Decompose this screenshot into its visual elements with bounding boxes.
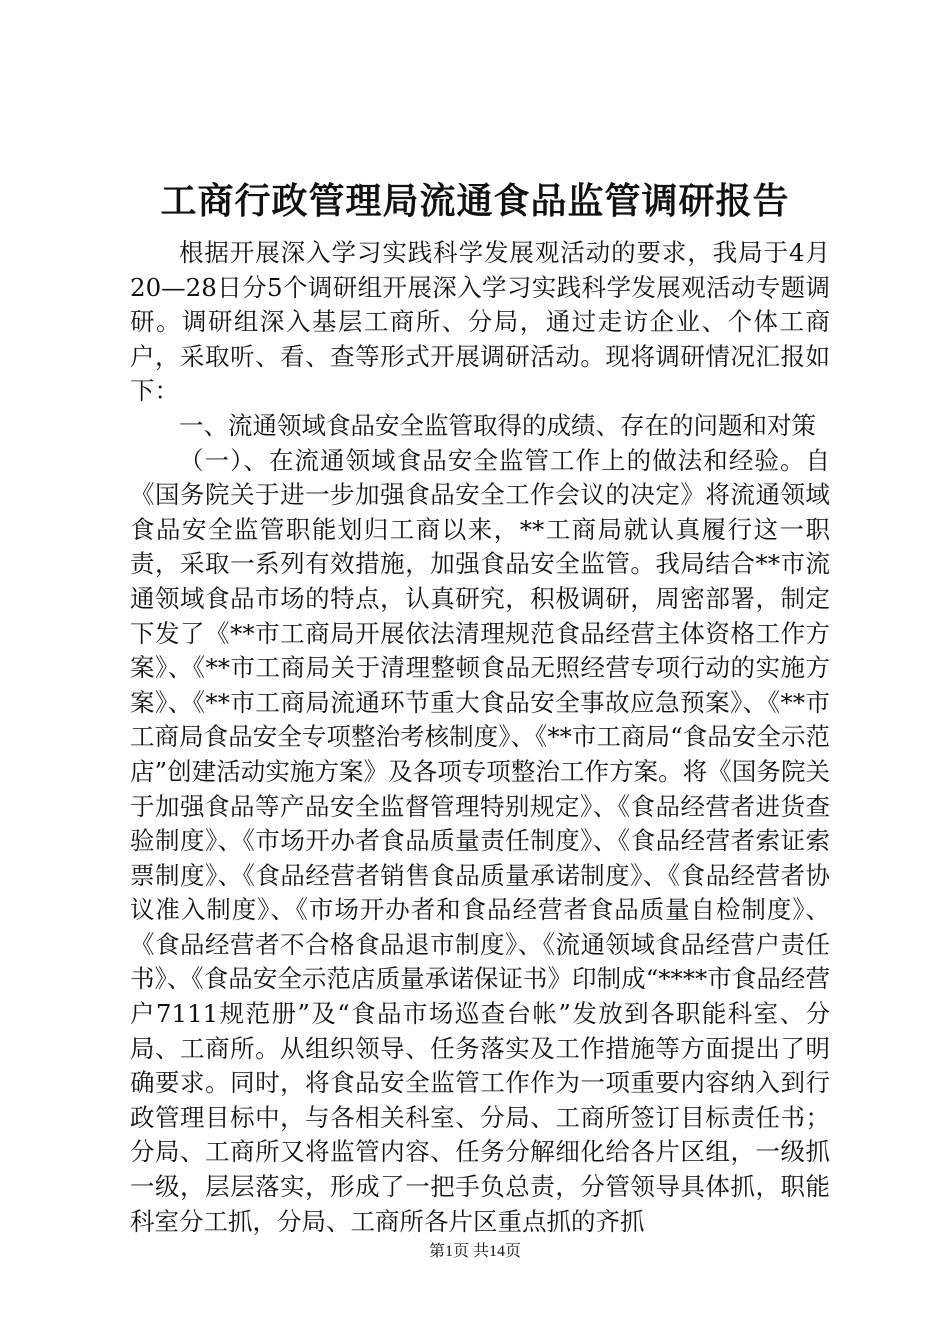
page-footer	[0, 1242, 950, 1262]
page-number: 第1页 共14页	[428, 1243, 521, 1260]
paragraph-practices: （一）、在流通领域食品安全监管工作上的做法和经验。自《国务院关于进一步加强食品安全工作会议的决定》将流通领域食品安全监管职能划归工商以来，**工商局就认真履行这一职责，采取一系列有效措施，加强食品安全监管。我局结合**市流通领域食品市场的特点，认真研究，积极调研，周密部署，制定下发了《**市工商局开展依法清理规范食品经营主体资格工作方案》、《**市工商局关于清理整顿食品无照经营专项行动的实施方案》、《**市工商局流通环节重大食品安全事故应急预案》、《**市工商局食品安全专项整治考核制度》、《**市工商局“食品安全示范店”创建活动实施方案》及各项专项整治工作方案。将《国务院关于加强食品等产品安全监督管理特别规定》、《食品经营者进货查验制度》、《市场开办者食品质量责任制度》、《食品经营者索证索票制度》、《食品经营者销售食品质量承诺制度》、《食品经营者协议准入制度》、《市场开办者和食品经营者食品质量自检制度》、《食品经营者不合格食品退市制度》、《流通领域食品经营户责任书》、《食品安全示范店质量承诺保证书》印制成“****市食品经营户7111规范册”及“食品市场巡查台帐”发放到各职能科室、分局、工商所。从组织领导、任务落实及工作措施等方面提出了明确要求。同时，将食品安全监管工作作为一项重要内容纳入到行政管理目标中，与各相关科室、分局、工商所签订目标责任书；分局、工商所又将监管内容、任务分解细化给各片区组，一级抓一级，层层落实，形成了一把手负总责，分管领导具体抓，职能科室分工抓，分局、工商所各片区重点抓的齐抓	[130, 445, 830, 1236]
paragraph-intro: 根据开展深入学习实践科学发展观活动的要求，我局于4月20—28日分5个调研组开展深入学习实践科学发展观活动专题调研。调研组深入基层工商所、分局，通过走访企业、个体工商户，采取听、看、查等形式开展调研活动。现将调研情况汇报如下：	[130, 238, 830, 406]
document-title: 工商行政管理局流通食品监管调研报告	[160, 181, 790, 222]
section-heading-1: 一、流通领域食品安全监管取得的成绩、存在的问题和对策	[179, 410, 816, 440]
document-body	[130, 236, 830, 1239]
